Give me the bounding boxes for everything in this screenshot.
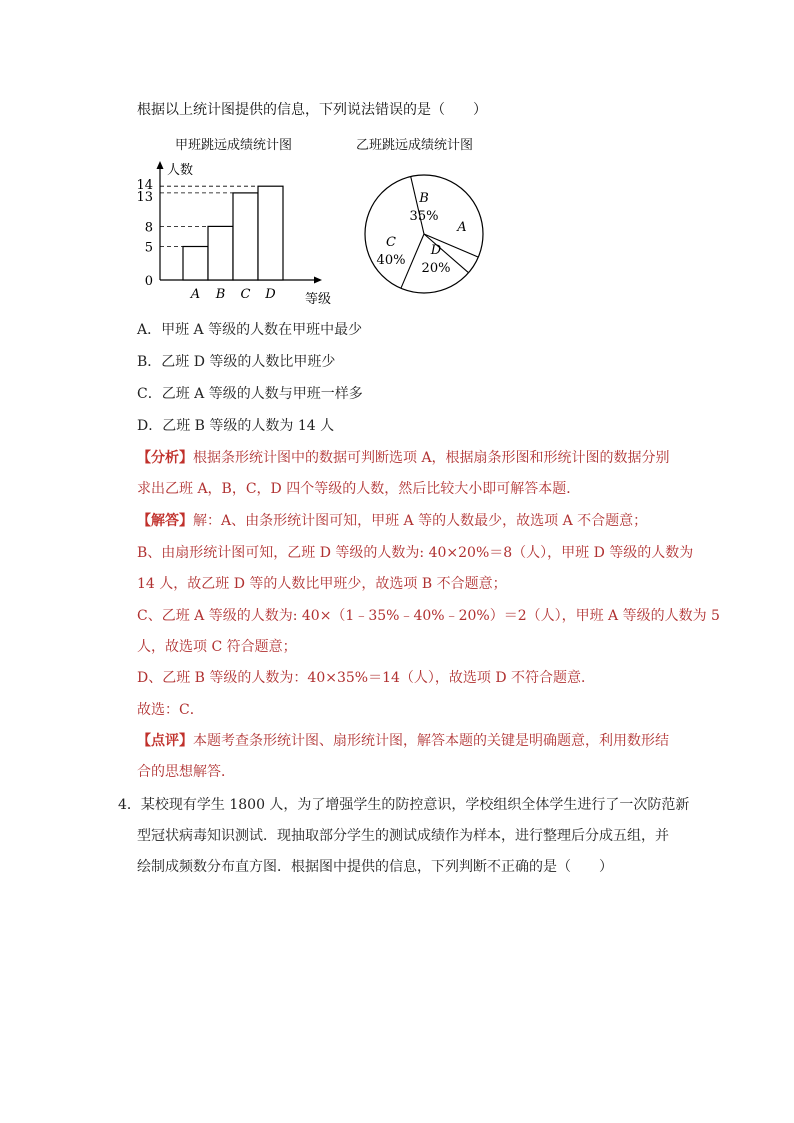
y-tick-label-5: 5 [144, 240, 153, 256]
bar-B [208, 226, 233, 280]
comment-line-2: 合的思想解答． [137, 764, 235, 780]
bar-chart [130, 155, 340, 310]
answer-text-1: 解：A、由条形统计图可知，甲班 A 等的人数最少，故选项 A 不合题意； [193, 513, 648, 529]
option-b: B．乙班 D 等级的人数比甲班少 [137, 354, 336, 370]
y-tick-label-0: 0 [144, 274, 153, 289]
answer-line-6: D、乙班 B 等级的人数为：40×35%＝14（人），故选项 D 不符合题意． [137, 670, 596, 686]
answer-line-7: 故选：C． [137, 702, 204, 718]
answer-line-5: 人，故选项 C 符合题意； [137, 639, 297, 655]
question4-line-2: 型冠状病毒知识测试．现抽取部分学生的测试成绩作为样本，进行整理后分成五组，并 [137, 828, 669, 844]
option-c: C．乙班 A 等级的人数与甲班一样多 [137, 386, 363, 402]
y-tick-label-8: 8 [144, 220, 153, 236]
answer-line-2: B、由扇形统计图可知，乙班 D 等级的人数为: 40×20%＝8（人），甲班 D 等级的人数为 [137, 545, 694, 561]
pie-label-C: C [386, 235, 396, 250]
bar-A [183, 247, 208, 281]
answer-line-4: C、乙班 A 等级的人数为: 40×（1﹣35%﹣40%﹣20%）＝2（人），甲班 A 等级的人数为 5 [137, 608, 720, 624]
answer-line-1 [137, 511, 647, 531]
option-d: D．乙班 B 等级的人数为 14 人 [137, 418, 335, 434]
pie-value-B: 35% [409, 209, 439, 224]
pie-value-D: 20% [421, 261, 451, 276]
question-intro: 根据以上统计图提供的信息，下列说法错误的是（ ） [137, 102, 487, 118]
analysis-line-2: 求出乙班 A，B，C，D 四个等级的人数，然后比较大小即可解答本题． [137, 481, 581, 497]
x-tick-label-A: A [190, 287, 201, 302]
y-tick-label-13: 13 [136, 189, 153, 205]
answer-tag: 【解答】 [137, 513, 193, 529]
pie-value-C: 40% [376, 253, 406, 268]
x-axis-label: 等级 [305, 292, 332, 307]
pie-chart [360, 170, 500, 300]
question4-line-1: 4．某校现有学生 1800 人，为了增强学生的防控意识，学校组织全体学生进行了一次防范新 [118, 797, 690, 813]
comment-tag: 【点评】 [137, 733, 193, 749]
question4-line-3: 绘制成频数分布直方图．根据图中提供的信息，下列判断不正确的是（ ） [137, 859, 613, 875]
option-a: A．甲班 A 等级的人数在甲班中最少 [137, 322, 363, 338]
answer-line-3: 14 人，故乙班 D 等的人数比甲班少，故选项 B 不合题意； [137, 576, 507, 592]
comment-line-1 [137, 731, 669, 751]
comment-text-1: 本题考查条形统计图、扇形统计图，解答本题的关键是明确题意，利用数形结 [193, 733, 669, 749]
x-tick-label-C: C [240, 287, 251, 302]
pie-label-D: D [430, 243, 442, 258]
x-axis-arrow [314, 277, 322, 284]
x-tick-label-D: D [265, 287, 276, 302]
pie-chart-marks [365, 175, 483, 293]
analysis-line-1 [137, 448, 670, 468]
bar-chart-marks [136, 161, 331, 307]
bar-chart-title: 甲班跳远成绩统计图 [175, 138, 293, 153]
y-axis-label: 人数 [167, 163, 194, 178]
analysis-text-1: 根据条形统计图中的数据可判断选项 A，根据扇条形图和形统计图的数据分别 [193, 450, 670, 466]
bar-D [258, 186, 283, 280]
analysis-tag: 【分析】 [137, 450, 193, 466]
pie-chart-title: 乙班跳远成绩统计图 [356, 138, 474, 153]
x-tick-label-B: B [215, 287, 226, 302]
pie-label-B: B [419, 191, 429, 206]
bar-C [233, 193, 258, 280]
pie-label-A: A [457, 220, 467, 235]
y-tick-label-14: 14 [136, 178, 153, 194]
y-axis-arrow [157, 161, 164, 169]
